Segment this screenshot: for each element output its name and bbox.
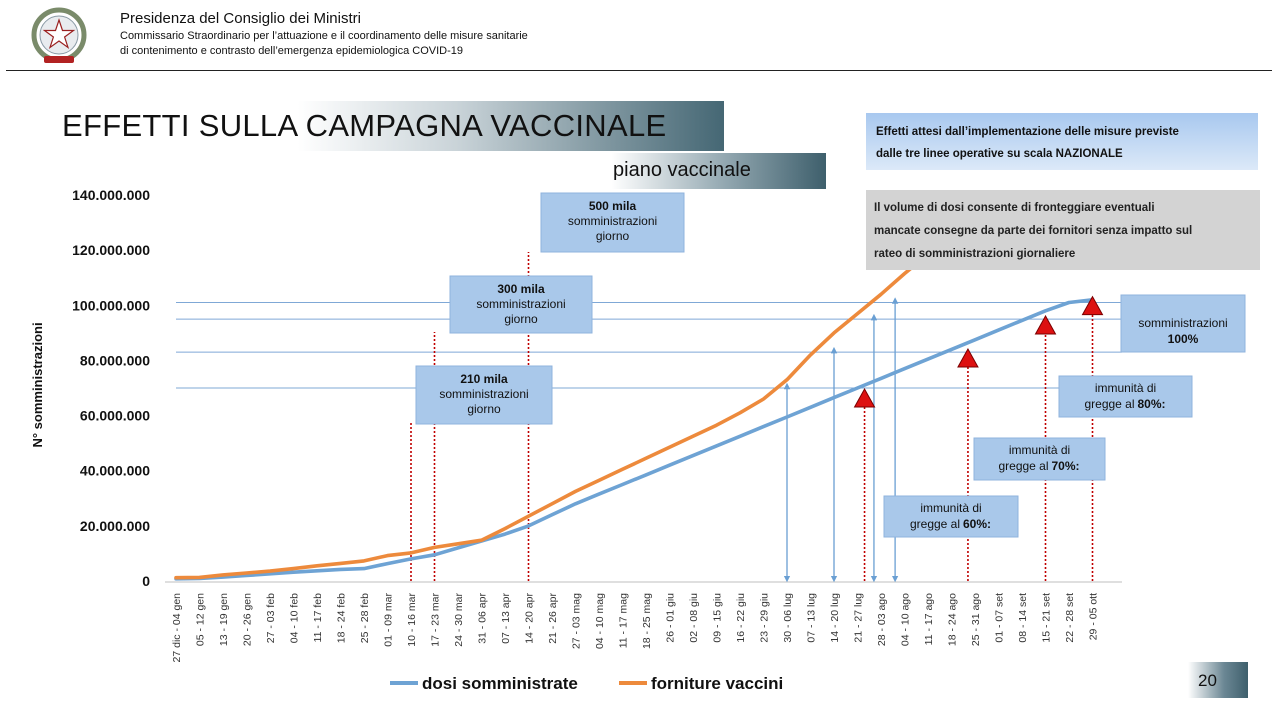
x-tick-label: 27 - 03 mag [570, 593, 583, 650]
milestone-rate-label-0: 210 mila [460, 372, 508, 386]
x-tick-label: 05 - 12 gen [194, 593, 207, 647]
y-axis-label: N° somministrazioni [30, 322, 45, 448]
milestone-unit-label-2: somministrazioni [567, 214, 658, 228]
x-tick-label: 01 - 09 mar [382, 593, 395, 647]
x-tick-label: 02 - 08 giu [688, 593, 700, 643]
x-tick-label: 25 - 28 feb [359, 593, 371, 644]
slide-title: EFFETTI SULLA CAMPAGNA VACCINALE [62, 108, 667, 143]
x-tick-label: 27 dic - 04 gen [171, 593, 183, 663]
x-tick-label: 11 - 17 feb [312, 593, 324, 643]
y-tick-label: 80.000.000 [79, 352, 150, 369]
x-tick-label: 29 - 05 ott [1087, 593, 1100, 641]
x-tick-label: 14 - 20 apr [523, 593, 536, 644]
y-tick-label: 100.000.000 [72, 297, 150, 314]
immunity-pct-3: 100% [1167, 332, 1199, 346]
immunity-label-line1-3: somministrazioni [1138, 316, 1228, 330]
x-tick-label: 07 - 13 apr [500, 593, 512, 644]
x-tick-label: 31 - 06 apr [476, 593, 489, 644]
header-title: Presidenza del Consiglio dei Ministri [120, 10, 361, 27]
x-tick-label: 11 - 17 mag [617, 593, 630, 649]
x-tick-label: 15 - 21 set [1040, 593, 1053, 643]
legend-label-dosi: dosi somministrate [422, 674, 578, 693]
x-tick-label: 17 - 23 mar [429, 593, 442, 647]
dose-volume-line3: rateo di somministrazioni giornaliere [874, 248, 1076, 260]
x-tick-label: 20 - 26 gen [241, 593, 254, 647]
dose-volume-line2: mancate consegne da parte dei fornitori senza impatto sul [874, 225, 1193, 237]
x-tick-label: 22 - 28 set [1064, 593, 1076, 643]
x-tick-label: 26 - 01 giu [664, 593, 677, 643]
x-tick-label: 21 - 26 apr [547, 593, 559, 644]
y-tick-label: 0 [142, 573, 150, 589]
milestone-per-label-0: giorno [467, 402, 501, 416]
x-tick-label: 04 - 10 feb [288, 593, 301, 644]
x-tick-label: 24 - 30 mar [453, 593, 465, 647]
x-tick-label: 21 - 27 lug [852, 593, 865, 643]
x-tick-label: 18 - 25 mag [641, 593, 653, 650]
x-tick-label: 28 - 03 ago [876, 593, 888, 647]
slide-subtitle: piano vaccinale [613, 159, 751, 181]
milestone-unit-label-0: somministrazioni [439, 387, 529, 401]
immunity-label-line2-1: gregge al [998, 459, 1049, 473]
milestone-rate-label-1: 300 mila [497, 282, 545, 296]
milestone-unit-label-1: somministrazioni [476, 297, 566, 311]
milestone-per-label-1: giorno [504, 312, 538, 326]
x-tick-label: 18 - 24 feb [335, 593, 348, 644]
page-number: 20 [1198, 671, 1217, 690]
immunity-pct-2: 80%: [1137, 397, 1166, 411]
immunity-triangle-0 [855, 389, 875, 407]
x-tick-label: 16 - 22 giu [735, 593, 747, 643]
legend-label-forniture: forniture vaccini [651, 674, 784, 693]
immunity-label-line2-2: gregge al [1084, 397, 1135, 411]
x-tick-label: 08 - 14 set [1017, 593, 1029, 643]
x-tick-label: 27 - 03 feb [265, 593, 277, 644]
milestone-per-label-2: giorno [595, 229, 630, 243]
expected-effects-note [866, 113, 1258, 170]
dose-volume-line1: Il volume di dosi consente di fronteggiare eventuali [874, 202, 1155, 214]
y-tick-label: 60.000.000 [79, 407, 150, 424]
expected-effects-line1: Effetti attesi dall’implementazione delle misure previste [876, 126, 1179, 138]
immunity-label-line2-0: gregge al [909, 517, 961, 531]
x-tick-label: 10 - 16 mar [406, 593, 418, 647]
immunity-label-line1-1: immunità di [1008, 443, 1071, 457]
immunity-label-line1-2: immunità di [1094, 381, 1157, 395]
x-tick-label: 04 - 10 ago [899, 593, 912, 647]
x-tick-label: 01 - 07 set [993, 593, 1006, 643]
expected-effects-line2: dalle tre linee operative su scala NAZIONALE [876, 148, 1123, 160]
immunity-pct-0: 60%: [962, 517, 992, 531]
x-tick-label: 04 - 10 mag [594, 593, 606, 650]
dose-volume-note [866, 190, 1260, 270]
immunity-pct-1: 70%: [1051, 459, 1080, 473]
y-tick-label: 20.000.000 [79, 517, 150, 534]
x-tick-label: 09 - 15 giu [711, 593, 724, 643]
x-tick-label: 13 - 19 gen [218, 593, 230, 647]
y-tick-label: 120.000.000 [72, 242, 150, 259]
header-subtitle-line2: di contenimento e contrasto dell’emergenza epidemiologica COVID-19 [120, 45, 464, 57]
x-tick-label: 07 - 13 lug [805, 593, 818, 643]
page-number-band [1188, 662, 1248, 698]
immunity-label-line1-0: immunità di [920, 501, 982, 515]
x-tick-label: 11 - 17 ago [923, 593, 935, 646]
x-tick-label: 23 - 29 giu [758, 593, 771, 643]
x-tick-label: 18 - 24 ago [946, 593, 959, 647]
y-tick-label: 40.000.000 [79, 462, 150, 479]
header-subtitle-line1: Commissario Straordinario per l’attuazione e il coordinamento delle misure sanitarie [120, 30, 528, 42]
milestone-rate-label-2: 500 mila [588, 199, 637, 213]
x-tick-label: 25 - 31 ago [970, 593, 982, 647]
x-tick-label: 14 - 20 lug [829, 593, 841, 643]
y-tick-label: 140.000.000 [72, 187, 150, 203]
x-tick-label: 30 - 06 lug [782, 593, 794, 643]
